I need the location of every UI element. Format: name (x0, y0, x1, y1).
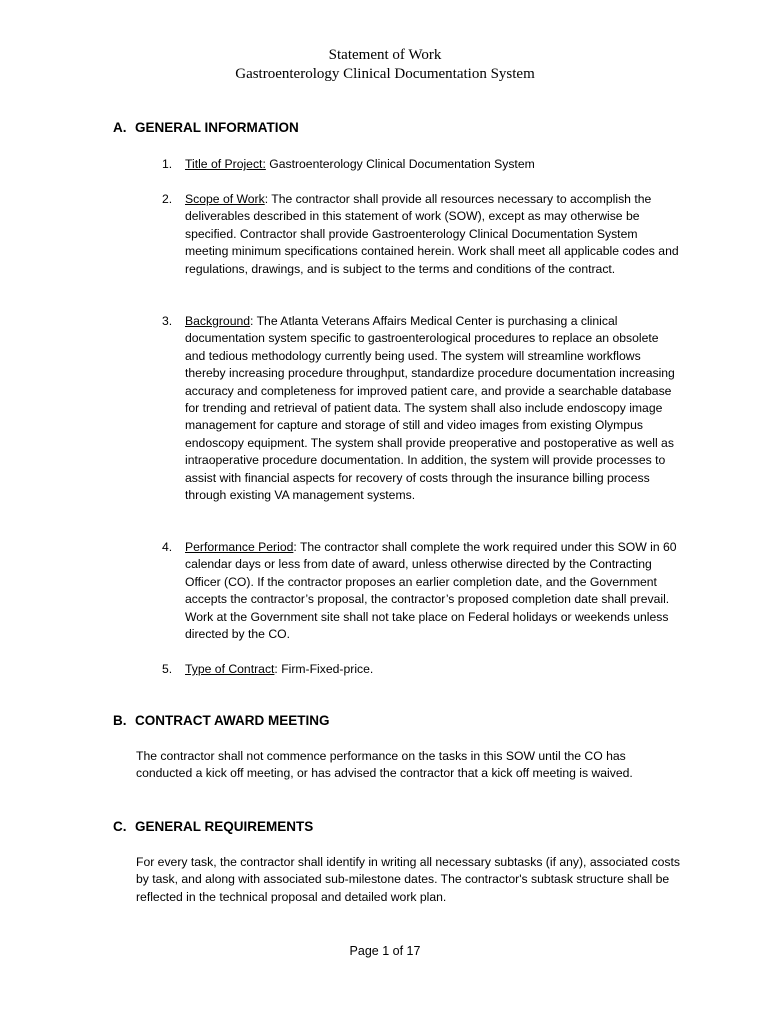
list-item (162, 156, 682, 173)
section-a-title: GENERAL INFORMATION (135, 120, 299, 135)
section-c-heading (113, 818, 313, 836)
section-a-heading (113, 119, 299, 137)
item-label: Background (185, 314, 251, 328)
item-text: : The Atlanta Veterans Affairs Medical Center is purchasing a clinical documentation system specific to gastroenterological procedures to replace an obsolete and tedious methodology currently being used. The system will streamline workflows thereby increasing procedure throughput, standardize procedure documentation increasing accuracy and completeness for improved patient care, and provide a searchable database for trending and retrieval of patient data. The system shall also include endoscopy image management for capture and storage of still and video images from existing Olympus endoscopy equipment. The system shall provide preoperative and postoperative as well as intraoperative procedure documentation. In addition, the system will provide processes to assist with financial aspects for recovery of costs through the insurance billing process through existing VA management systems. (185, 314, 675, 503)
item-label: Title of Project: (185, 157, 266, 171)
item-number: 5. (162, 662, 173, 676)
list-item (162, 661, 682, 678)
item-label: Type of Contract (185, 662, 275, 676)
section-b-title: CONTRACT AWARD MEETING (135, 713, 330, 728)
item-label: Performance Period (185, 540, 294, 554)
section-b-letter: B. (113, 713, 127, 728)
section-b-heading (113, 712, 330, 730)
item-number: 1. (162, 157, 173, 171)
section-c-paragraph: For every task, the contractor shall identify in writing all necessary subtasks (if any), associated costs by task, and along with associated sub-milestone dates. The contractor's subtask structure shall be reflected in the technical proposal and detailed work plan. (136, 855, 680, 904)
page-number: Page 1 of 17 (349, 944, 421, 958)
document-title: Statement of Work (328, 47, 442, 63)
section-c-letter: C. (113, 819, 127, 834)
document-subtitle: Gastroenterology Clinical Documentation System (235, 66, 535, 82)
section-b-paragraph: The contractor shall not commence performance on the tasks in this SOW until the CO has conducted a kick off meeting, or has advised the contractor that a kick off meeting is waived. (136, 749, 633, 781)
list-item (162, 313, 682, 504)
item-text: : Firm-Fixed-price. (274, 662, 374, 676)
item-text: : The contractor shall provide all resources necessary to accomplish the deliverables described in this statement of work (SOW), except as may otherwise be specified. Contractor shall provide Gastroenterology Clinical Documentation System meeting minimum specifications contained herein. Work shall meet all applicable codes and regulations, drawings, and is subject to the terms and conditions of the contract. (185, 192, 679, 276)
item-label: Scope of Work (185, 192, 265, 206)
list-item (162, 191, 682, 278)
item-number: 3. (162, 314, 173, 328)
list-item (162, 539, 682, 643)
item-text: : The contractor shall complete the work required under this SOW in 60 calendar days or less from date of award, unless otherwise directed by the Contracting Officer (CO). If the contractor proposes an earlier completion date, and the Government accepts the contractor’s proposal, the contractor’s proposed completion date shall prevail. Work at the Government site shall not take place on Federal holidays or weekends unless directed by the CO. (185, 540, 677, 642)
item-text: Gastroenterology Clinical Documentation System (265, 157, 535, 171)
section-a-letter: A. (113, 120, 127, 135)
item-number: 2. (162, 192, 173, 206)
section-c-title: GENERAL REQUIREMENTS (135, 819, 314, 834)
item-number: 4. (162, 540, 173, 554)
